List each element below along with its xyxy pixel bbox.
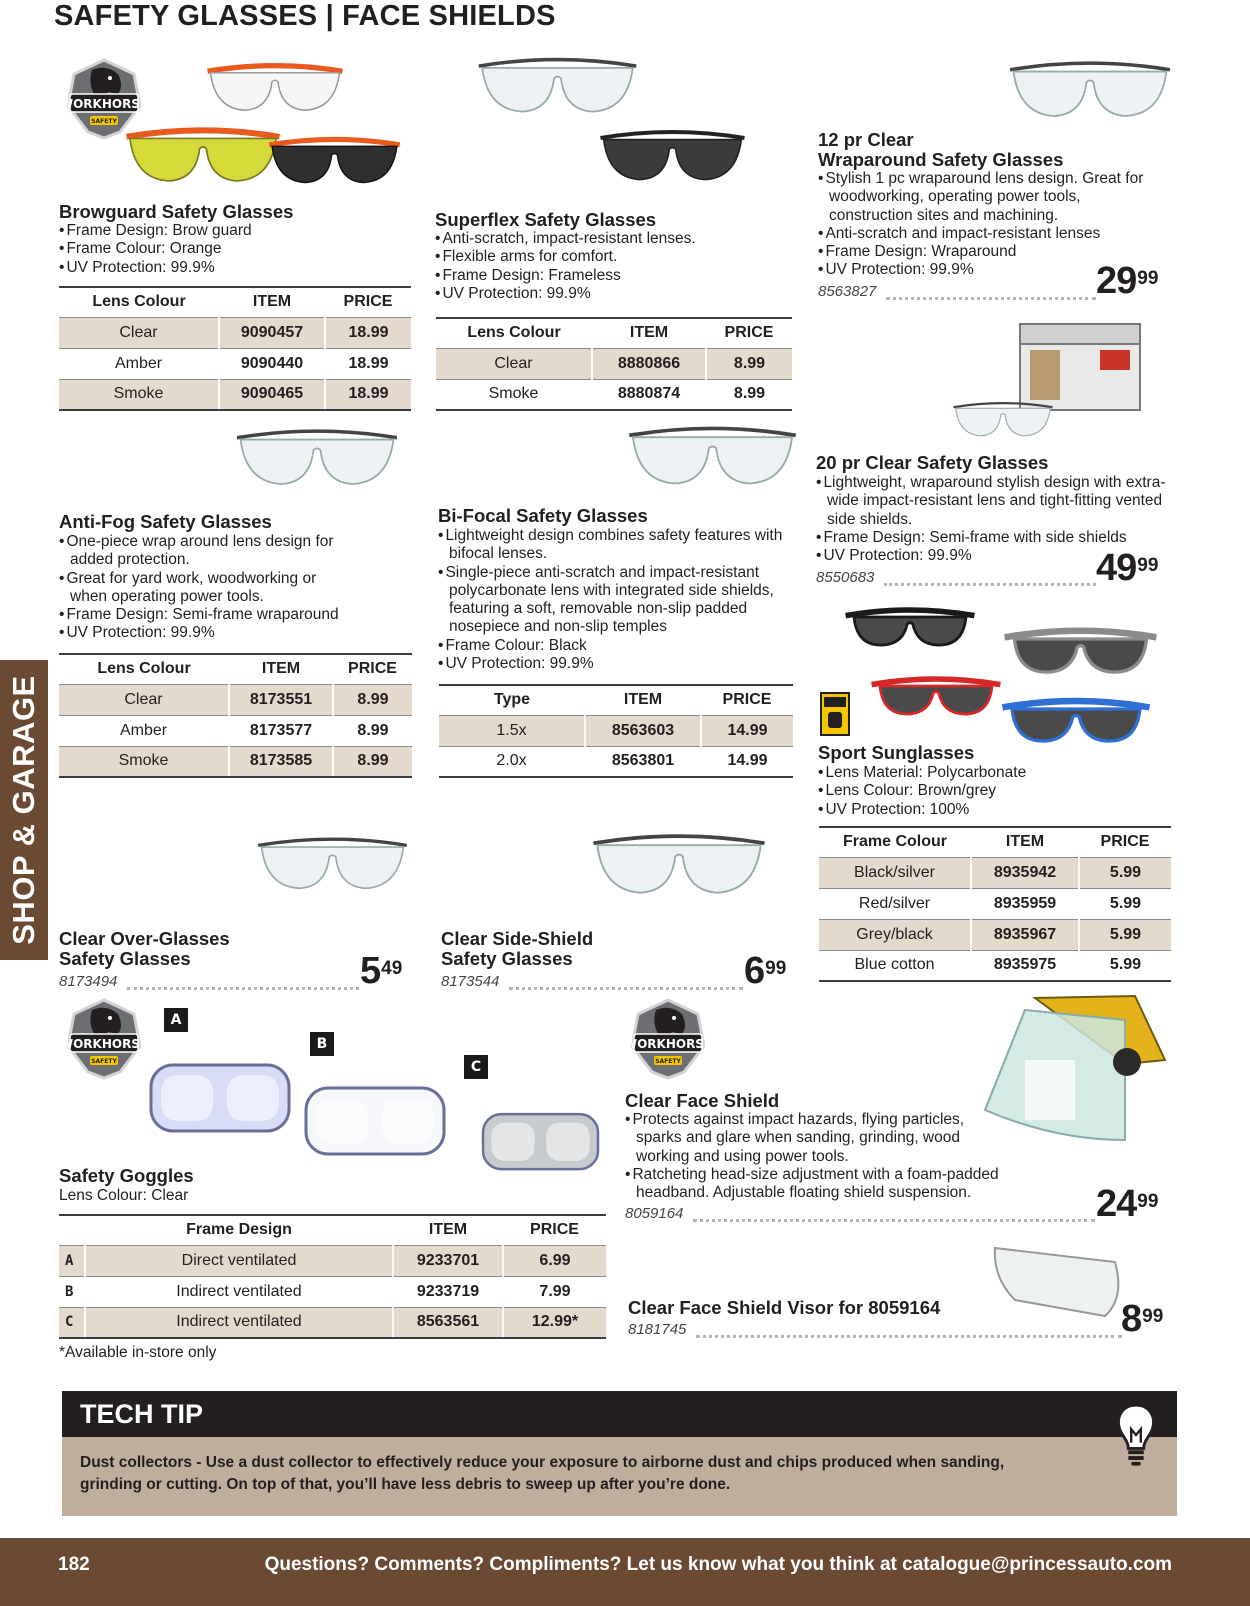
table-row: C Indirect ventilated 8563561 12.99*	[59, 1307, 606, 1338]
price-leader	[884, 583, 1096, 586]
column-header: PRICE	[1079, 827, 1171, 857]
tech-tip-heading: TECH TIP	[80, 1399, 204, 1429]
sideshield-glasses-image	[584, 822, 774, 912]
price-leader	[693, 1219, 1095, 1222]
browguard-bullet: • Frame Design: Brow guard	[59, 222, 409, 240]
visor-image	[985, 1238, 1135, 1323]
column-header: ITEM	[585, 685, 701, 715]
wrap12-bullet: • Frame Design: Wraparound	[818, 243, 1158, 261]
bifocal-title: Bi-Focal Safety Glasses	[438, 505, 648, 526]
table-row: 2.0x 8563801 14.99	[439, 746, 793, 777]
antifog-table	[59, 653, 412, 778]
page-title: SAFETY GLASSES | FACE SHIELDS	[54, 0, 556, 32]
table-row: A Direct ventilated 9233701 6.99	[59, 1245, 606, 1276]
superflex-smoke-glasses-image	[590, 122, 755, 194]
overglasses-image	[250, 820, 415, 912]
goggles-subtitle: Lens Colour: Clear	[59, 1187, 189, 1204]
goggles-title: Safety Goggles	[59, 1165, 194, 1186]
bifocal-bullet: • Lightweight design combines safety features with bifocal lenses.	[438, 527, 806, 564]
sport-bullet: • Lens Material: Polycarbonate	[818, 764, 1158, 782]
column-header: Lens Colour	[436, 318, 592, 348]
table-row: Clear 9090457 18.99	[59, 317, 411, 348]
superflex-bullet: • UV Protection: 99.9%	[435, 285, 795, 303]
faceshield-title: Clear Face Shield	[625, 1090, 780, 1111]
clear20-glasses-image	[948, 396, 1058, 446]
overglasses-sku: 8173494	[59, 973, 118, 990]
column-header: Type	[439, 685, 585, 715]
bifocal-bullet: • Frame Colour: Black	[438, 637, 806, 655]
browguard-table	[59, 286, 411, 411]
page-number: 182	[58, 1554, 90, 1575]
sideshield-sku: 8173544	[441, 973, 500, 990]
sport-glasses-black-image	[840, 596, 980, 666]
tech-tip-header	[62, 1391, 1177, 1437]
clear20-price: $49^{99}$	[1096, 547, 1159, 589]
bifocal-table	[439, 684, 793, 778]
bifocal-bullets	[438, 527, 806, 673]
workhorse-logo	[62, 996, 146, 1080]
badge-a: A	[164, 1008, 188, 1032]
column-header: Frame Design	[85, 1215, 393, 1245]
table-row: Smoke 8880874 8.99	[436, 379, 792, 410]
antifog-bullet: • Great for yard work, woodworking or when operating power tools.	[59, 570, 349, 607]
table-row: Clear 8173551 8.99	[59, 684, 412, 715]
antifog-title: Anti-Fog Safety Glasses	[59, 511, 272, 532]
column-header: PRICE	[701, 685, 793, 715]
faceshield-bullet: • Ratcheting head-size adjustment with a foam-padded headband. Adjustable floating shield suspension.	[625, 1166, 1010, 1203]
sport-glasses-red-image	[866, 666, 1006, 734]
wrap12-title-line2: Wraparound Safety Glasses	[818, 149, 1064, 170]
sport-table	[819, 826, 1171, 982]
visor-price: $8^{99}$	[1121, 1298, 1164, 1340]
faceshield-bullets	[625, 1111, 1010, 1202]
column-header: Frame Colour	[819, 827, 971, 857]
side-tab	[0, 660, 48, 960]
browguard-smoke-glasses-image	[262, 128, 407, 198]
price-leader	[127, 987, 359, 990]
badge-c: C	[464, 1055, 488, 1079]
table-row: Black/silver 8935942 5.99	[819, 857, 1171, 888]
goggles-table	[59, 1214, 606, 1339]
browguard-bullets	[59, 222, 409, 277]
superflex-title: Superflex Safety Glasses	[435, 209, 657, 230]
tech-tip-box	[62, 1391, 1177, 1516]
superflex-bullet: • Anti-scratch, impact-resistant lenses.	[435, 230, 795, 248]
column-header: PRICE	[503, 1215, 606, 1245]
visor-title: Clear Face Shield Visor for 8059164	[628, 1297, 941, 1318]
sport-glasses-blue-image	[996, 690, 1156, 760]
table-row: Amber 9090440 18.99	[59, 348, 411, 379]
column-header: ITEM	[592, 318, 706, 348]
table-row: Blue cotton 8935975 5.99	[819, 950, 1171, 981]
faceshield-bullet: • Protects against impact hazards, flying particles, sparks and glare when sanding, grinding, wood working and using power tools.	[625, 1111, 1010, 1166]
sport-bullet: • UV Protection: 100%	[818, 801, 1158, 819]
browguard-bullet: • Frame Colour: Orange	[59, 240, 409, 258]
table-row: B Indirect ventilated 9233719 7.99	[59, 1276, 606, 1307]
antifog-bullet: • One-piece wrap around lens design for added protection.	[59, 533, 349, 570]
page-footer	[0, 1538, 1250, 1606]
table-row: 1.5x 8563603 14.99	[439, 715, 793, 746]
price-leader	[696, 1335, 1122, 1338]
faceshield-sku: 8059164	[625, 1205, 684, 1222]
browguard-clear-glasses-image	[200, 56, 350, 124]
price-leader	[509, 987, 743, 990]
goggle-b-image	[300, 1074, 450, 1164]
table-row: Smoke 8173585 8.99	[59, 746, 412, 777]
wrap12-sku: 8563827	[818, 283, 877, 300]
table-row: Clear 8880866 8.99	[436, 348, 792, 379]
column-header: ITEM	[393, 1215, 503, 1245]
overglasses-title-line1: Clear Over-Glasses	[59, 928, 230, 949]
workhorse-logo	[626, 996, 710, 1080]
tech-tip-body: Dust collectors - Use a dust collector to effectively reduce your exposure to airborne dust and chips produced when sanding, grinding or cutting. On top of that, you’ll have less debris to sweep up after you’re done.	[80, 1454, 1005, 1493]
faceshield-price: $24^{99}$	[1096, 1183, 1159, 1225]
sport-bullet: • Lens Colour: Brown/grey	[818, 782, 1158, 800]
superflex-bullets	[435, 230, 795, 303]
price-leader	[886, 297, 1096, 300]
sideshield-title-line1: Clear Side-Shield	[441, 928, 594, 949]
overglasses-price: $5^{49}$	[360, 950, 403, 992]
badge-b: B	[310, 1032, 334, 1056]
clear20-sku: 8550683	[816, 569, 875, 586]
bifocal-bullet: • Single-piece anti-scratch and impact-resistant polycarbonate lens with integrated side shields, featuring a soft, removable non-slip padded nosepiece and non-slip temples	[438, 564, 806, 637]
column-header: ITEM	[229, 654, 333, 684]
sport-title: Sport Sunglasses	[818, 742, 975, 763]
sport-glasses-grey-image	[998, 618, 1163, 693]
visor-sku: 8181745	[628, 1321, 687, 1338]
antifog-glasses-image	[222, 420, 412, 500]
footer-message: Questions? Comments? Compliments? Let us know what you think at catalogue@princessauto.com	[264, 1554, 1172, 1575]
wrap12-bullet: • Stylish 1 pc wraparound lens design. Great for woodworking, operating power tools, construction sites and machining.	[818, 170, 1158, 225]
column-header: ITEM	[971, 827, 1079, 857]
side-tab-label: SHOP & GARAGE	[6, 675, 41, 945]
superflex-table	[436, 317, 792, 411]
table-row: Red/silver 8935959 5.99	[819, 888, 1171, 919]
antifog-bullet: • UV Protection: 99.9%	[59, 624, 349, 642]
wrap12-price: $29^{99}$	[1096, 260, 1159, 302]
table-row: Smoke 9090465 18.99	[59, 379, 411, 410]
power-fist-logo	[820, 692, 850, 736]
bifocal-bullet: • UV Protection: 99.9%	[438, 655, 806, 673]
bifocal-glasses-image	[620, 416, 805, 501]
sport-bullets	[818, 764, 1158, 819]
table-row: Amber 8173577 8.99	[59, 715, 412, 746]
superflex-bullet: • Frame Design: Frameless	[435, 267, 795, 285]
overglasses-title-line2: Safety Glasses	[59, 948, 191, 969]
wrap12-bullet: • UV Protection: 99.9%	[818, 261, 1158, 279]
column-header: Lens Colour	[59, 654, 229, 684]
goggle-c-image	[478, 1090, 603, 1190]
column-header: PRICE	[325, 287, 411, 317]
sideshield-title-line2: Safety Glasses	[441, 948, 573, 969]
goggle-a-image	[145, 1050, 295, 1142]
wrap12-title-line1: 12 pr Clear	[818, 129, 914, 150]
superflex-clear-glasses-image	[470, 48, 645, 128]
wrap12-bullet: • Anti-scratch and impact-resistant lenses	[818, 225, 1158, 243]
superflex-bullet: • Flexible arms for comfort.	[435, 248, 795, 266]
clear20-title: 20 pr Clear Safety Glasses	[816, 452, 1049, 473]
browguard-bullet: • UV Protection: 99.9%	[59, 259, 409, 277]
browguard-title: Browguard Safety Glasses	[59, 201, 294, 222]
clear20-bullet: • Frame Design: Semi-frame with side shields	[816, 529, 1166, 547]
column-header: PRICE	[333, 654, 412, 684]
sideshield-price: $6^{99}$	[744, 950, 787, 992]
antifog-bullets	[59, 533, 349, 643]
table-row: Grey/black 8935967 5.99	[819, 919, 1171, 950]
column-header: PRICE	[706, 318, 792, 348]
goggles-footnote: *Available in-store only	[59, 1344, 217, 1361]
antifog-bullet: • Frame Design: Semi-frame wraparound	[59, 606, 349, 624]
wraparound-glasses-image	[1000, 52, 1180, 132]
lightbulb-icon	[1112, 1400, 1160, 1468]
column-header: ITEM	[219, 287, 325, 317]
clear20-bullet: • Lightweight, wraparound stylish design with extra-wide impact-resistant lens and tight-fitting vented side shields.	[816, 474, 1166, 529]
clear20-bullet: • UV Protection: 99.9%	[816, 547, 1166, 565]
column-header: Lens Colour	[59, 287, 219, 317]
